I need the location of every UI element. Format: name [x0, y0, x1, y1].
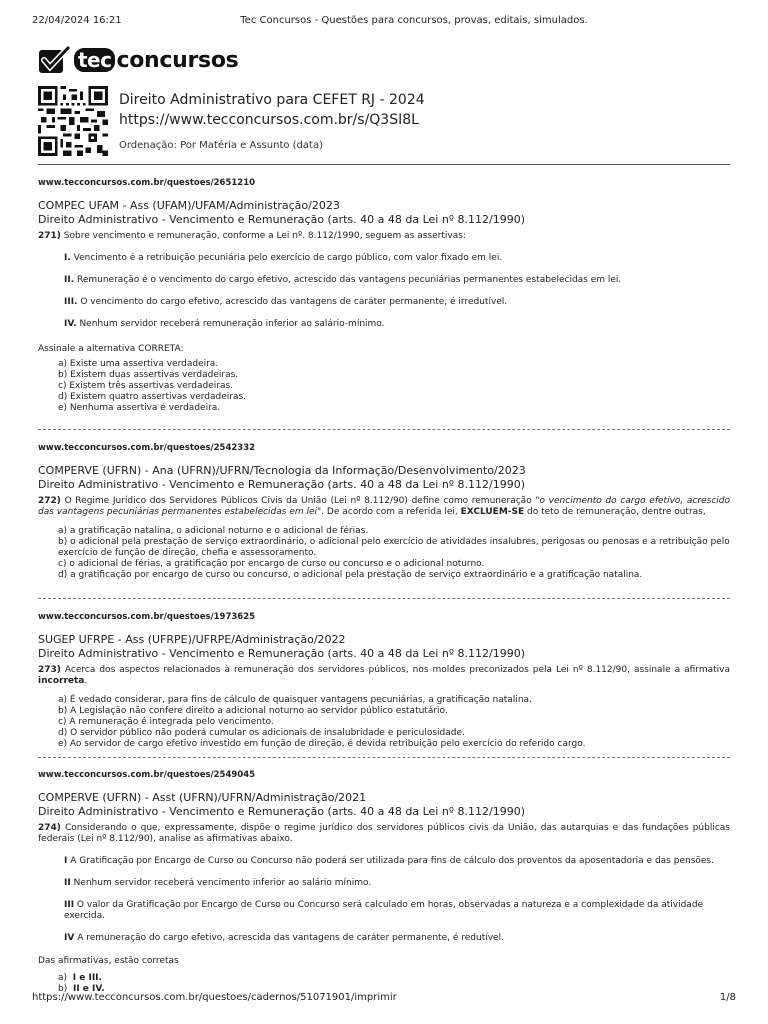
question-link[interactable]: www.tecconcursos.com.br/questoes/2542332	[38, 443, 256, 453]
alternative-d[interactable]: d) a gratificação por encargo de curso ou concurso, o adicional pela prestação de serviço extraordinário e a gratificação natalina.	[58, 570, 643, 580]
alternative-d[interactable]: d) O servidor público não poderá cumular os adicionais de insalubridade e periculosidade.	[58, 728, 465, 738]
browser-print-footer	[32, 992, 736, 1006]
question-number: 274)	[38, 823, 61, 833]
alternative-text: II e IV.	[72, 984, 105, 994]
assertion-roman: I	[64, 856, 68, 866]
question-prompt: Assinale a alternativa CORRETA:	[38, 344, 184, 354]
checkmark-icon	[38, 45, 70, 75]
footer-url: https://www.tecconcursos.com.br/questoes/cadernos/51071901/imprimir	[32, 992, 397, 1003]
ordering-label: Ordenação: Por Matéria e Assunto (data)	[119, 140, 323, 151]
stem-text: O Regime Jurídico dos Servidores Públicos Civis da União (Lei nº 8.112/90) define como remuneração "	[64, 496, 540, 506]
assertion	[64, 900, 730, 922]
alternative-a[interactable]: a) a gratificação natalina, o adicional noturno e o adicional de férias.	[58, 526, 369, 536]
question-separator	[38, 757, 730, 758]
assertion-text: Nenhum servidor receberá remuneração inferior ao salário-mínimo.	[79, 319, 385, 329]
question-stem	[38, 665, 730, 687]
assertion-roman: II	[64, 878, 71, 888]
question-link[interactable]: www.tecconcursos.com.br/questoes/2651210	[38, 178, 256, 188]
assertion-roman: III.	[64, 297, 78, 307]
alternative-letter: b)	[58, 984, 68, 994]
alternative-b[interactable]: b) Existem duas assertivas verdadeiras.	[58, 370, 239, 380]
assertion	[64, 933, 730, 944]
question-273	[38, 612, 730, 750]
assertion-text: O valor da Gratificação por Encargo de Curso ou Concurso será calculado em horas, observadas a natureza e a complexidade da atividade exercida.	[64, 900, 704, 921]
question-stem	[38, 231, 730, 242]
question-number: 272)	[38, 496, 61, 506]
notebook-title: Direito Administrativo para CEFET RJ - 2024	[119, 92, 425, 108]
print-date: 22/04/2024 16:21	[32, 15, 122, 26]
qr-code-icon	[38, 86, 108, 156]
alternatives-list	[58, 526, 730, 581]
assertion	[64, 878, 730, 889]
logo-tec: tec	[74, 48, 115, 72]
assertion-roman: IV.	[64, 319, 77, 329]
assertion	[64, 297, 730, 308]
question-272	[38, 443, 730, 581]
alternative-e[interactable]: e) Ao servidor de cargo efetivo investido em função de direção, é devida retribuição pelo exercício do referido cargo.	[58, 739, 586, 749]
notebook-url[interactable]: https://www.tecconcursos.com.br/s/Q3SI8L	[119, 112, 419, 128]
assertion-roman: II.	[64, 275, 75, 285]
question-institution: SUGEP UFRPE - Ass (UFRPE)/UFRPE/Administração/2022	[38, 633, 346, 646]
alternative-c[interactable]: c) A remuneração é integrada pelo vencimento.	[58, 717, 274, 727]
stem-text: Acerca dos aspectos relacionados à remuneração dos servidores públicos, nos moldes preconizados pela Lei nº 8.112/90, assinale a afirmativa	[64, 665, 730, 675]
stem-text: Considerando o que, expressamente, dispõe o regime jurídico dos servidores públicos civis da União, das autarquias e das fundações públicas federais (Lei nº 8.112/90), analise as afirmativas abaixo.	[38, 823, 730, 844]
stem-text: .	[84, 676, 88, 686]
question-prompt: Das afirmativas, estão corretas	[38, 956, 179, 966]
question-institution: COMPERVE (UFRN) - Asst (UFRN)/UFRN/Administração/2021	[38, 791, 367, 804]
question-institution: COMPEC UFAM - Ass (UFAM)/UFAM/Administração/2023	[38, 199, 340, 212]
question-link[interactable]: www.tecconcursos.com.br/questoes/2549045	[38, 770, 256, 780]
alternative-b[interactable]: b) o adicional pela prestação de serviço extraordinário, o adicional pelo exercício de atividades insalubres, perigosas ou penosas e a retribuição pelo exercício de função de direção, chefia e assessoramento.	[58, 537, 730, 558]
assertion	[64, 275, 730, 286]
stem-quote: o vencimento do cargo efetivo, acrescido das vantagens pecuniárias permanentes estabelecidas em lei	[38, 496, 730, 517]
question-stem	[38, 496, 730, 518]
assertion-text: Nenhum servidor receberá vencimento inferior ao salário mínimo.	[73, 878, 372, 888]
alternative-letter: a)	[58, 973, 68, 983]
question-link[interactable]: www.tecconcursos.com.br/questoes/1973625	[38, 612, 256, 622]
alternative-c[interactable]: c) o adicional de férias, a gratificação por encargo de curso ou concurso e o adicional noturno.	[58, 559, 485, 569]
assertion	[64, 319, 730, 330]
alternative-a[interactable]	[58, 973, 730, 984]
alternatives-list	[58, 359, 730, 414]
stem-emphasis: EXCLUEM-SE	[460, 507, 525, 517]
page-number: 1/8	[719, 992, 736, 1003]
alternative-text: I e III.	[72, 973, 102, 983]
assertion-text: A Gratificação por Encargo de Curso ou Concurso não poderá ser utilizada para fins de cálculo dos proventos da aposentadoria e das pensões.	[70, 856, 714, 866]
stem-emphasis: incorreta	[38, 676, 85, 686]
assertion-text: A remuneração do cargo efetivo, acrescida das vantagens de caráter permanente, é redutível.	[77, 933, 504, 943]
question-separator	[38, 598, 730, 599]
alternative-d[interactable]: d) Existem quatro assertivas verdadeiras.	[58, 392, 247, 402]
question-subject: Direito Administrativo - Vencimento e Remuneração (arts. 40 a 48 da Lei nº 8.112/1990)	[38, 478, 525, 491]
assertion-roman: I.	[64, 253, 71, 263]
stem-text: Sobre vencimento e remuneração, conforme a Lei nº. 8.112/1990, seguem as assertivas:	[63, 231, 466, 241]
question-institution: COMPERVE (UFRN) - Ana (UFRN)/UFRN/Tecnologia da Informação/Desenvolvimento/2023	[38, 464, 526, 477]
assertion	[64, 856, 730, 867]
page-title: Tec Concursos - Questões para concursos, provas, editais, simulados.	[240, 15, 588, 26]
alternative-a[interactable]: a) É vedado considerar, para fins de cálculo de quaisquer vantagens pecuniárias, a gratificação natalina.	[58, 695, 532, 705]
logo-concursos: concursos	[116, 47, 239, 73]
question-subject: Direito Administrativo - Vencimento e Remuneração (arts. 40 a 48 da Lei nº 8.112/1990)	[38, 213, 525, 226]
header-divider	[38, 164, 730, 165]
alternative-b[interactable]: b) A Legislação não confere direito a adicional noturno ao servidor público estatutário.	[58, 706, 448, 716]
question-stem	[38, 823, 730, 845]
alternatives-list	[58, 695, 730, 750]
question-separator	[38, 429, 730, 430]
alternative-a[interactable]: a) Existe uma assertiva verdadeira.	[58, 359, 219, 369]
assertion-roman: IV	[64, 933, 75, 943]
question-subject: Direito Administrativo - Vencimento e Remuneração (arts. 40 a 48 da Lei nº 8.112/1990)	[38, 647, 525, 660]
question-271	[38, 178, 730, 414]
assertion-text: Vencimento é a retribuição pecuniária pelo exercício de cargo público, com valor fixado em lei.	[73, 253, 503, 263]
assertion	[64, 253, 730, 264]
assertion-text: Remuneração é o vencimento do cargo efetivo, acrescido das vantagens pecuniárias permanentes estabelecidas em lei.	[77, 275, 622, 285]
stem-text: ". De acordo com a referida lei,	[317, 507, 461, 517]
question-number: 273)	[38, 665, 61, 675]
assertion-roman: III	[64, 900, 75, 910]
tecconcursos-logo[interactable]	[38, 44, 238, 76]
alternative-e[interactable]: e) Nenhuma assertiva é verdadeira.	[58, 403, 221, 413]
stem-text: do teto de remuneração, dentre outras,	[524, 507, 706, 517]
question-subject: Direito Administrativo - Vencimento e Remuneração (arts. 40 a 48 da Lei nº 8.112/1990)	[38, 805, 525, 818]
assertion-text: O vencimento do cargo efetivo, acrescido das vantagens de caráter permanente, é irredutível.	[80, 297, 508, 307]
alternative-c[interactable]: c) Existem três assertivas verdadeiras.	[58, 381, 234, 391]
question-274	[38, 770, 730, 995]
browser-print-header	[32, 15, 736, 29]
question-number: 271)	[38, 231, 61, 241]
